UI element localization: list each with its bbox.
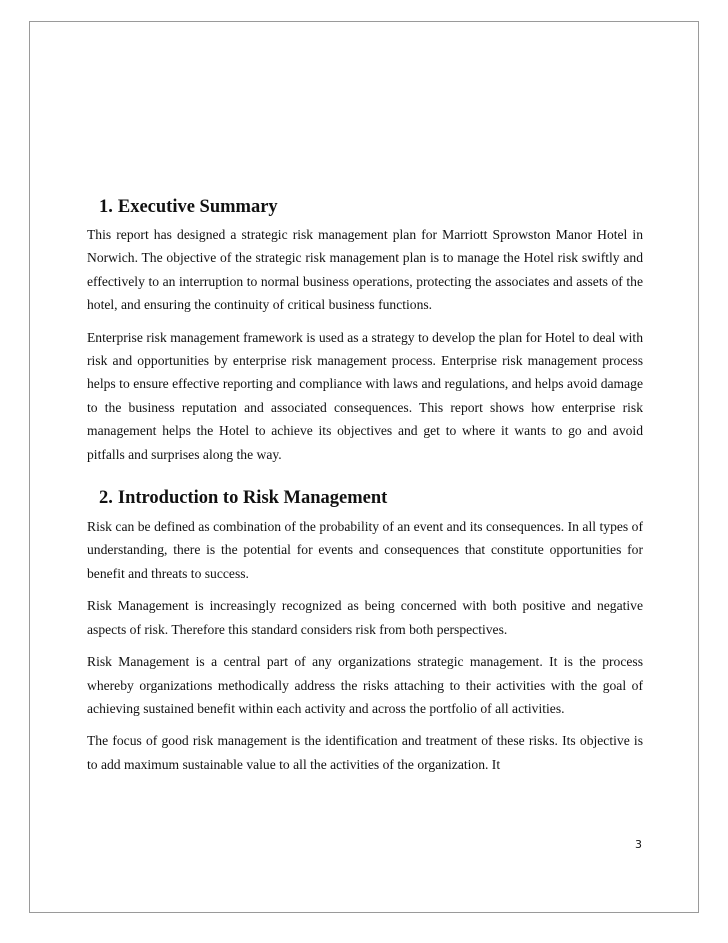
paragraph: Risk can be defined as combination of the probability of an event and its consequences. In all types of understanding, there is the potential for events and consequences that constitute opportunities for benefit and threats to success. [87,519,643,581]
section-heading-executive-summary [87,195,643,219]
section-title: Executive Summary [117,197,278,217]
paragraph: Risk Management is increasingly recognized as being concerned with both positive and negative aspects of risk. Therefore this standard considers risk from both perspectives. [87,598,643,637]
section-number: 2. [99,488,113,509]
section-heading-introduction-to-risk-management [87,486,643,510]
paragraph: The focus of good risk management is the identification and treatment of these risks. Its objective is to add maximum sustainable value to all the activities of the organization. It [87,733,643,772]
page-content [87,195,643,785]
section-title: Introduction to Risk Management [117,488,388,509]
paragraph: Enterprise risk management framework is used as a strategy to develop the plan for Hotel to deal with risk and opportunities by enterprise risk management process. Enterprise risk management process helps to ensure effective reporting and compliance with laws and regulations, and helps avoid damage to the business reputation and associated consequences. This report shows how enterprise risk management helps the Hotel to achieve its objectives and get to where it wants to go and avoid pitfalls and surprises along the way. [87,329,643,462]
paragraph: This report has designed a strategic risk management plan for Marriott Sprowston Manor Hotel in Norwich. The objective of the strategic risk management plan is to manage the Hotel risk swiftly and effectively to an interruption to normal business operations, protecting the associates and assets of the hotel, and ensuring the continuity of critical business functions. [87,227,643,313]
paragraph: Risk Management is a central part of any organizations strategic management. It is the process whereby organizations methodically address the risks attaching to their activities with the goal of achieving sustained benefit within each activity and across the portfolio of all activities. [87,654,643,716]
section-number: 1. [99,197,113,217]
page-number: 3 [635,838,642,851]
